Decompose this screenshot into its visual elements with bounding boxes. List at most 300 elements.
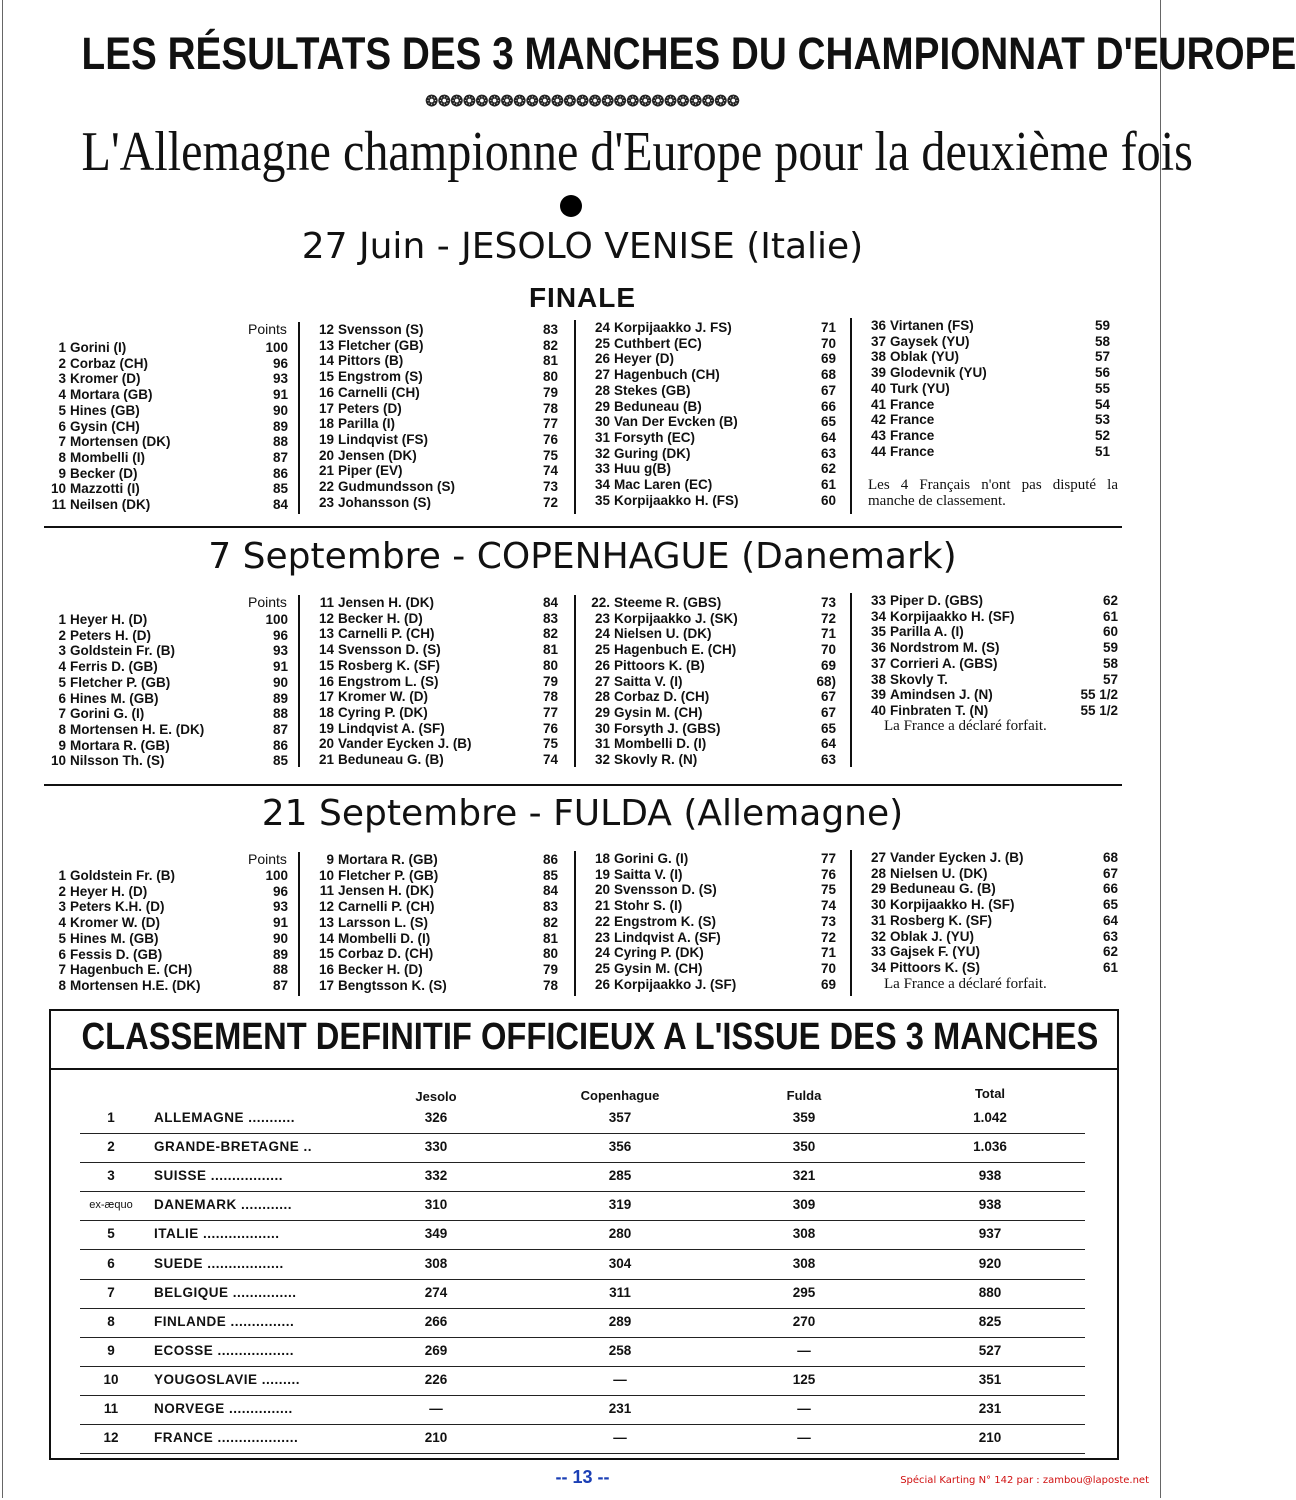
result-name: Corbaz D. (CH) <box>338 946 434 962</box>
result-name: Svensson D. (S) <box>614 882 717 898</box>
result-rank: 29 <box>594 398 610 414</box>
result-rank: 3 <box>58 371 66 387</box>
result-points: 93 <box>272 899 288 915</box>
result-points: 67 <box>820 704 836 720</box>
result-points: 100 <box>265 340 288 355</box>
final-country: ECOSSE .................. <box>154 1342 295 1358</box>
result-name: Gysin M. (CH) <box>614 960 703 976</box>
result-name: Stohr S. (I) <box>614 898 683 914</box>
result-row <box>588 736 836 752</box>
result-name: Pittoors K. (B) <box>614 657 705 673</box>
result-name: Vander Eycken J. (B) <box>890 850 1024 865</box>
final-row <box>80 1337 1085 1367</box>
result-name: Kromer (D) <box>70 371 141 387</box>
result-points: 82 <box>542 914 558 930</box>
final-copenhague: 304 <box>608 1255 632 1271</box>
result-row <box>864 397 1110 413</box>
result-points: 82 <box>542 337 558 353</box>
final-row <box>80 1395 1085 1425</box>
result-row <box>864 640 1118 656</box>
race2-points-label: Points <box>248 594 287 610</box>
result-row <box>588 611 836 627</box>
final-total: 938 <box>978 1197 1002 1213</box>
result-row <box>312 689 558 705</box>
result-row <box>588 477 836 493</box>
final-fulda: 125 <box>792 1371 816 1387</box>
result-name: Mortara R. (GB) <box>338 852 438 867</box>
result-rank: 1 <box>58 612 66 627</box>
result-row <box>588 977 836 993</box>
result-name: Becker H. (D) <box>338 610 423 626</box>
result-rank: 27 <box>594 673 610 689</box>
result-rank: 26 <box>594 976 610 992</box>
final-jesolo: 269 <box>424 1342 448 1358</box>
result-name: Hagenbuch E. (CH) <box>614 642 737 658</box>
result-name: Kromer W. (D) <box>70 915 161 931</box>
result-name: Svensson (S) <box>338 322 424 337</box>
result-name: Van Der Evcken (B) <box>614 414 738 430</box>
result-points: 85 <box>272 481 288 497</box>
final-rank: 5 <box>107 1226 115 1242</box>
result-row <box>312 626 558 642</box>
result-rank: 16 <box>318 673 334 689</box>
race2-divider-2 <box>574 595 576 767</box>
final-header-copenhague: Copenhague <box>580 1088 660 1103</box>
result-name: Piper D. (GBS) <box>890 593 984 608</box>
result-row <box>44 706 288 722</box>
result-name: Lindqvist A. (SF) <box>614 929 721 945</box>
result-row <box>864 866 1118 882</box>
result-points: 69 <box>820 351 836 367</box>
final-jesolo: 326 <box>424 1110 448 1125</box>
result-rank: 20 <box>594 882 610 898</box>
race3-divider-3 <box>850 850 852 996</box>
result-points: 91 <box>272 387 288 403</box>
final-rank: 12 <box>103 1430 119 1446</box>
result-rank: 36 <box>870 640 886 656</box>
result-points: 53 <box>1094 412 1110 428</box>
result-points: 76 <box>542 431 558 447</box>
result-row <box>588 493 836 509</box>
result-row <box>44 356 288 372</box>
result-name: Hines M. (GB) <box>70 930 159 946</box>
result-row <box>44 371 288 387</box>
final-jesolo: 330 <box>424 1139 448 1155</box>
result-row <box>588 882 836 898</box>
final-copenhague: 289 <box>608 1313 632 1329</box>
result-rank: 36 <box>870 318 886 333</box>
result-row <box>864 428 1110 444</box>
result-points: 66 <box>1102 881 1118 897</box>
result-row <box>312 931 558 947</box>
final-header-total: Total <box>974 1086 1006 1101</box>
result-points: 83 <box>542 899 558 915</box>
final-row <box>80 1133 1085 1163</box>
result-row <box>44 899 288 915</box>
result-row <box>312 899 558 915</box>
result-points: 93 <box>272 371 288 387</box>
result-points: 85 <box>542 867 558 883</box>
result-points: 67 <box>820 382 836 398</box>
result-name: Fletcher (GB) <box>338 337 424 353</box>
result-row <box>312 369 558 385</box>
final-total: 527 <box>978 1342 1002 1358</box>
result-points: 84 <box>542 883 558 899</box>
result-rank: 35 <box>594 492 610 508</box>
result-row <box>588 336 836 352</box>
final-fulda: 350 <box>792 1139 816 1155</box>
result-points: 79 <box>542 384 558 400</box>
result-rank: 42 <box>870 412 886 428</box>
ornament-divider: ❂❂❂❂❂❂❂❂❂❂❂❂❂❂❂❂❂❂❂❂❂❂❂❂❂ <box>425 93 740 110</box>
result-row <box>588 851 836 867</box>
result-points: 74 <box>542 752 558 767</box>
result-points: 55 1/2 <box>1080 702 1118 718</box>
result-points: 75 <box>542 736 558 752</box>
result-rank: 11 <box>51 497 66 512</box>
result-points: 77 <box>820 851 836 866</box>
result-name: Peters H. (D) <box>70 627 152 643</box>
final-copenhague: 356 <box>608 1139 632 1155</box>
final-rank: 3 <box>107 1168 115 1184</box>
result-rank: 4 <box>58 387 66 403</box>
result-name: Gorini G. (I) <box>70 706 145 722</box>
result-name: Mortensen H.E. (DK) <box>70 977 201 993</box>
result-row <box>44 675 288 691</box>
result-points: 84 <box>272 497 288 512</box>
result-rank: 7 <box>58 434 66 450</box>
result-name: Mazzotti (I) <box>70 481 140 497</box>
result-row <box>44 481 288 497</box>
result-name: France <box>890 396 935 412</box>
result-row <box>312 642 558 658</box>
result-name: Fessis D. (GB) <box>70 946 163 962</box>
final-country: FINLANDE ............... <box>154 1313 295 1329</box>
result-name: Carnelli P. (CH) <box>338 899 435 915</box>
result-name: Cyring P. (DK) <box>614 945 704 961</box>
final-fulda: 270 <box>792 1313 816 1329</box>
result-row <box>312 962 558 978</box>
result-points: 51 <box>1094 443 1110 459</box>
result-rank: 20 <box>318 447 334 463</box>
result-points: 61 <box>1102 959 1118 975</box>
final-country: NORVEGE ............... <box>154 1401 293 1416</box>
result-rank: 8 <box>58 721 66 737</box>
final-country: FRANCE ................... <box>154 1430 299 1446</box>
result-rank: 26 <box>594 351 610 367</box>
result-rank: 21 <box>594 898 610 914</box>
result-rank: 8 <box>58 449 66 465</box>
result-points: 100 <box>265 868 288 883</box>
result-name: Beduneau (B) <box>614 398 702 414</box>
result-points: 80 <box>542 369 558 385</box>
result-row <box>44 450 288 466</box>
result-rank: 18 <box>318 704 334 720</box>
result-name: Nielsen U. (DK) <box>614 626 712 642</box>
result-points: 96 <box>272 355 288 371</box>
result-row <box>588 351 836 367</box>
result-name: Stekes (GB) <box>614 382 691 398</box>
result-row <box>312 658 558 674</box>
result-points: 55 <box>1094 380 1110 396</box>
result-row <box>312 338 558 354</box>
result-points: 71 <box>820 626 836 642</box>
result-rank: 5 <box>58 930 66 946</box>
race1-note: Les 4 Français n'ont pas disputé la manche de classement. <box>868 477 1118 509</box>
result-name: Oblak J. (YU) <box>890 928 975 944</box>
result-row <box>864 593 1118 609</box>
result-rank: 5 <box>58 402 66 418</box>
section-rule-1 <box>44 526 1122 528</box>
result-row <box>44 643 288 659</box>
result-row <box>312 978 558 994</box>
race3-divider-1 <box>298 852 300 996</box>
result-rank: 12 <box>318 610 334 626</box>
result-name: Piper (EV) <box>338 463 403 479</box>
result-rank: 27 <box>594 367 610 383</box>
result-points: 70 <box>820 335 836 351</box>
result-points: 74 <box>820 898 836 914</box>
result-row <box>44 466 288 482</box>
result-rank: 31 <box>870 912 886 928</box>
result-rank: 23 <box>594 610 610 626</box>
final-row <box>80 1279 1085 1309</box>
result-name: Mombelli (I) <box>70 449 145 465</box>
final-rank: 6 <box>107 1255 115 1271</box>
result-name: Lindqvist (FS) <box>338 431 428 447</box>
result-row <box>864 687 1118 703</box>
result-name: Gorini (I) <box>70 340 127 355</box>
result-points: 62 <box>1102 944 1118 960</box>
result-rank: 12 <box>318 899 334 915</box>
result-name: Oblak (YU) <box>890 349 960 365</box>
result-rank: 17 <box>318 689 334 705</box>
result-name: Amindsen J. (N) <box>890 687 993 703</box>
result-name: Larsson L. (S) <box>338 914 429 930</box>
final-copenhague: — <box>613 1371 627 1387</box>
result-points: 52 <box>1094 427 1110 443</box>
final-jesolo: 266 <box>424 1313 448 1329</box>
result-points: 100 <box>265 612 288 627</box>
result-name: Corbaz D. (CH) <box>614 689 710 705</box>
final-copenhague: 258 <box>608 1342 632 1358</box>
result-points: 68 <box>820 367 836 383</box>
result-name: Carnelli (CH) <box>338 384 420 400</box>
result-rank: 37 <box>870 333 886 349</box>
result-rank: 40 <box>870 380 886 396</box>
result-row <box>312 353 558 369</box>
final-fulda: 295 <box>792 1284 816 1300</box>
final-jesolo: 274 <box>424 1284 448 1300</box>
result-row <box>588 914 836 930</box>
result-points: 91 <box>272 915 288 931</box>
result-points: 69 <box>820 976 836 992</box>
final-row <box>80 1104 1085 1134</box>
result-row <box>864 960 1118 976</box>
final-jesolo: 310 <box>424 1197 448 1213</box>
result-rank: 37 <box>870 655 886 671</box>
result-name: Gysin M. (CH) <box>614 704 703 720</box>
result-points: 58 <box>1102 655 1118 671</box>
result-rank: 2 <box>58 883 66 899</box>
main-title: LES RÉSULTATS DES 3 MANCHES DU CHAMPIONNAT D'EUROPE <box>81 28 1296 79</box>
final-total: 1.042 <box>973 1110 1007 1125</box>
result-row <box>312 611 558 627</box>
race2-divider-1 <box>298 595 300 767</box>
result-rank: 6 <box>58 690 66 706</box>
result-points: 89 <box>272 946 288 962</box>
result-row <box>588 595 836 611</box>
result-row <box>864 929 1118 945</box>
result-row <box>312 946 558 962</box>
final-row <box>80 1424 1085 1454</box>
result-name: Gudmundsson (S) <box>338 479 455 494</box>
result-rank: 32 <box>870 928 886 944</box>
result-row <box>312 915 558 931</box>
result-points: 73 <box>542 479 558 494</box>
result-name: Kromer W. (D) <box>338 689 429 705</box>
result-name: Virtanen (FS) <box>890 318 974 333</box>
final-total: 210 <box>978 1430 1002 1446</box>
result-row <box>312 385 558 401</box>
result-name: Goldstein Fr. (B) <box>70 868 176 883</box>
result-rank: 24 <box>594 626 610 642</box>
final-country: BELGIQUE ............... <box>154 1284 297 1300</box>
result-points: 82 <box>542 626 558 642</box>
result-rank: 23 <box>318 494 334 510</box>
result-row <box>588 414 836 430</box>
race3-points-label: Points <box>248 851 287 867</box>
result-rank: 27 <box>870 850 886 865</box>
result-row <box>864 656 1118 672</box>
result-row <box>44 419 288 435</box>
final-fulda: 308 <box>792 1226 816 1242</box>
result-name: Jensen (DK) <box>338 447 417 463</box>
result-rank: 30 <box>870 897 886 913</box>
result-row <box>864 318 1110 334</box>
result-points: 71 <box>820 945 836 961</box>
result-name: Finbraten T. (N) <box>890 702 989 718</box>
result-points: 71 <box>820 320 836 335</box>
result-rank: 35 <box>870 624 886 640</box>
result-name: Becker H. (D) <box>338 961 423 977</box>
result-name: Mombelli D. (I) <box>614 736 707 752</box>
result-points: 59 <box>1094 318 1110 333</box>
result-points: 96 <box>272 883 288 899</box>
result-rank: 34 <box>870 959 886 975</box>
result-points: 64 <box>1102 912 1118 928</box>
result-rank: 15 <box>318 369 334 385</box>
result-name: Engstrom K. (S) <box>614 913 717 929</box>
result-points: 68 <box>1102 850 1118 865</box>
race1-divider-3 <box>850 318 852 514</box>
result-name: Skovly T. <box>890 671 948 687</box>
result-rank: 13 <box>318 337 334 353</box>
result-name: Carnelli P. (CH) <box>338 626 435 642</box>
result-rank: 10 <box>50 481 66 497</box>
result-row <box>312 463 558 479</box>
final-fulda: 309 <box>792 1197 816 1213</box>
result-points: 62 <box>820 461 836 477</box>
result-row <box>312 736 558 752</box>
final-row <box>80 1308 1085 1338</box>
result-rank: 3 <box>58 899 66 915</box>
result-rank: 11 <box>319 595 334 610</box>
final-title-rule <box>51 1068 1117 1070</box>
sub-title: L'Allemagne championne d'Europe pour la deuxième fois <box>81 121 1193 183</box>
result-row <box>312 595 558 611</box>
final-fulda: 321 <box>792 1168 816 1184</box>
result-rank: 17 <box>318 400 334 416</box>
result-name: Huu g(B) <box>614 461 671 477</box>
result-points: 78 <box>542 689 558 705</box>
result-points: 73 <box>820 595 836 610</box>
result-points: 67 <box>1102 865 1118 881</box>
race3-note: La France a déclaré forfait. <box>884 976 1047 992</box>
result-name: Peters (D) <box>338 400 402 416</box>
final-country: DANEMARK ............ <box>154 1197 293 1213</box>
result-points: 63 <box>820 752 836 767</box>
result-row <box>312 852 558 868</box>
result-row <box>44 691 288 707</box>
final-total: 937 <box>978 1226 1002 1242</box>
result-rank: 20 <box>318 736 334 752</box>
result-row <box>312 674 558 690</box>
result-points: 62 <box>1102 593 1118 608</box>
final-jesolo: 308 <box>424 1255 448 1271</box>
result-points: 61 <box>1102 608 1118 624</box>
final-country: ALLEMAGNE ........... <box>154 1110 296 1125</box>
result-points: 88 <box>272 962 288 978</box>
result-points: 68) <box>816 673 836 689</box>
final-rank: 11 <box>103 1401 119 1416</box>
section-rule-2 <box>44 784 1122 786</box>
final-rank: 9 <box>107 1342 115 1358</box>
result-rank: 14 <box>318 642 334 658</box>
result-name: Turk (YU) <box>890 380 950 396</box>
result-rank: 22. <box>591 595 610 610</box>
result-name: Mortensen H. E. (DK) <box>70 721 205 737</box>
final-jesolo: 349 <box>424 1226 448 1242</box>
result-row <box>588 367 836 383</box>
result-name: Rosberg K. (SF) <box>890 912 993 928</box>
result-row <box>44 612 288 628</box>
final-total: 351 <box>978 1371 1002 1387</box>
result-points: 79 <box>542 961 558 977</box>
result-points: 91 <box>272 659 288 675</box>
result-rank: 24 <box>594 945 610 961</box>
result-rank: 29 <box>870 881 886 897</box>
result-name: Becker (D) <box>70 465 138 481</box>
result-rank: 22 <box>594 913 610 929</box>
result-rank: 9 <box>58 465 66 481</box>
result-row <box>864 624 1118 640</box>
result-points: 57 <box>1094 349 1110 365</box>
result-name: Engstrom L. (S) <box>338 673 439 689</box>
final-total: 920 <box>978 1255 1002 1271</box>
result-row <box>312 479 558 495</box>
result-rank: 30 <box>594 720 610 736</box>
final-header-fulda: Fulda <box>786 1088 822 1103</box>
result-points: 77 <box>542 704 558 720</box>
result-name: Beduneau G. (B) <box>890 881 996 897</box>
result-rank: 9 <box>58 737 66 753</box>
race1-title: 27 Juin - JESOLO VENISE (Italie) <box>301 226 864 267</box>
result-name: Saitta V. (I) <box>614 673 683 689</box>
result-row <box>312 322 558 338</box>
result-rank: 2 <box>58 355 66 371</box>
result-row <box>588 689 836 705</box>
